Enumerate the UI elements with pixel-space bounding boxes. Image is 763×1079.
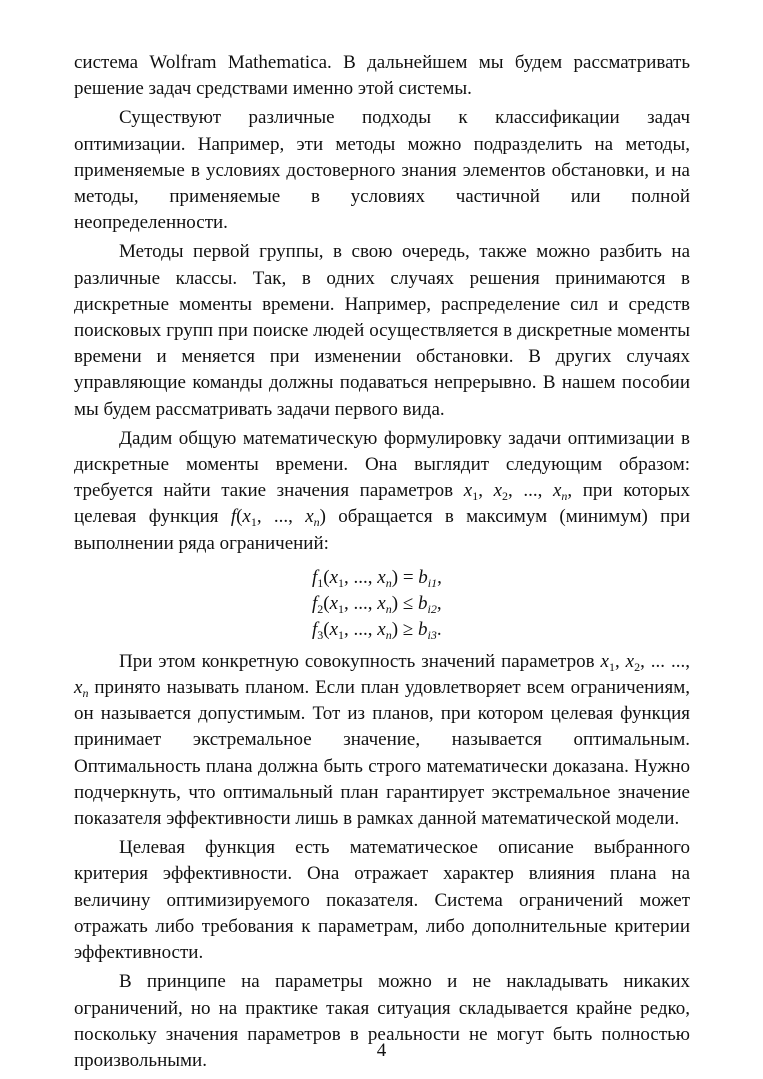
body-text <box>74 50 690 1074</box>
paragraph-7: В принципе на параметры можно и не накладывать никаких ограничений, но на практике такая ситуация складывается крайне редко, поскольку значения параметров в реальности не могут быть полностью произвольными. <box>74 971 690 1071</box>
paragraph-6: Целевая функция есть математическое описание выбранного критерия эффективности. Она отражает характер влияния плана на величину оптимизируемого показателя. Система ограничений может отражать либо требования к параметрам, либо дополнительные критерии эффективности. <box>74 837 690 964</box>
paragraph-2: Существуют различные подходы к классификации задач оптимизации. Например, эти методы можно подразделить на методы, применяемые в условиях достоверного знания элементов обстановки, и на методы, применяемые в условиях частичной или полной неопределенности. <box>74 107 690 234</box>
formula-line-2: $f_2(x_1$, ..., $x_n) \le b_{i2}$, <box>312 592 442 616</box>
paragraph-1: система Wolfram Mathematica. В дальнейшем мы будем рассматривать решение задач средствами именно этой системы. <box>74 52 690 100</box>
paragraph-4: Дадим общую математическую формулировку задачи оптимизации в дискретные моменты времени. Она выглядит следующим образом: требуется найти такие значения параметров $x_1$, $x_2$, ..., $x_n$, при которых целевая функция $f(x_1$, ..., $x_n$) обращается в максимум (минимум) при выполнении ряда ограничений: <box>74 427 691 554</box>
formula-line-1: $f_1(x_1$, ..., $x_n) = b_{i1}$, <box>312 566 442 590</box>
page-number: 4 <box>376 1040 387 1061</box>
paragraph-5: При этом конкретную совокупность значений параметров $x_1$, $x_2$, ... ..., $x_n$ принято называть планом. Если план удовлетворяет всем ограничениям, он называется допустимым. Тот из планов, при котором целевая функция принимает экстремальное значение, называется оптимальным. Оптимальность плана должна быть строго математически доказана. Нужно подчеркнуть, что оптимальный план гарантирует экстремальное значение показателя эффективности лишь в рамках данной математической модели. <box>74 650 690 830</box>
constraint-formulas <box>74 565 690 643</box>
formula-line-3: $f_3(x_1$, ..., $x_n) \ge b_{i3}$. <box>312 618 442 642</box>
paragraph-3: Методы первой группы, в свою очередь, также можно разбить на различные классы. Так, в одних случаях решения принимаются в дискретные моменты времени. Например, распределение сил и средств поисковых групп при поиске людей осуществляется в дискретные моменты времени и меняется при изменении обстановки. В других случаях управляющие команды должны подаваться непрерывно. В нашем пособии мы будем рассматривать задачи первого вида. <box>74 241 690 420</box>
